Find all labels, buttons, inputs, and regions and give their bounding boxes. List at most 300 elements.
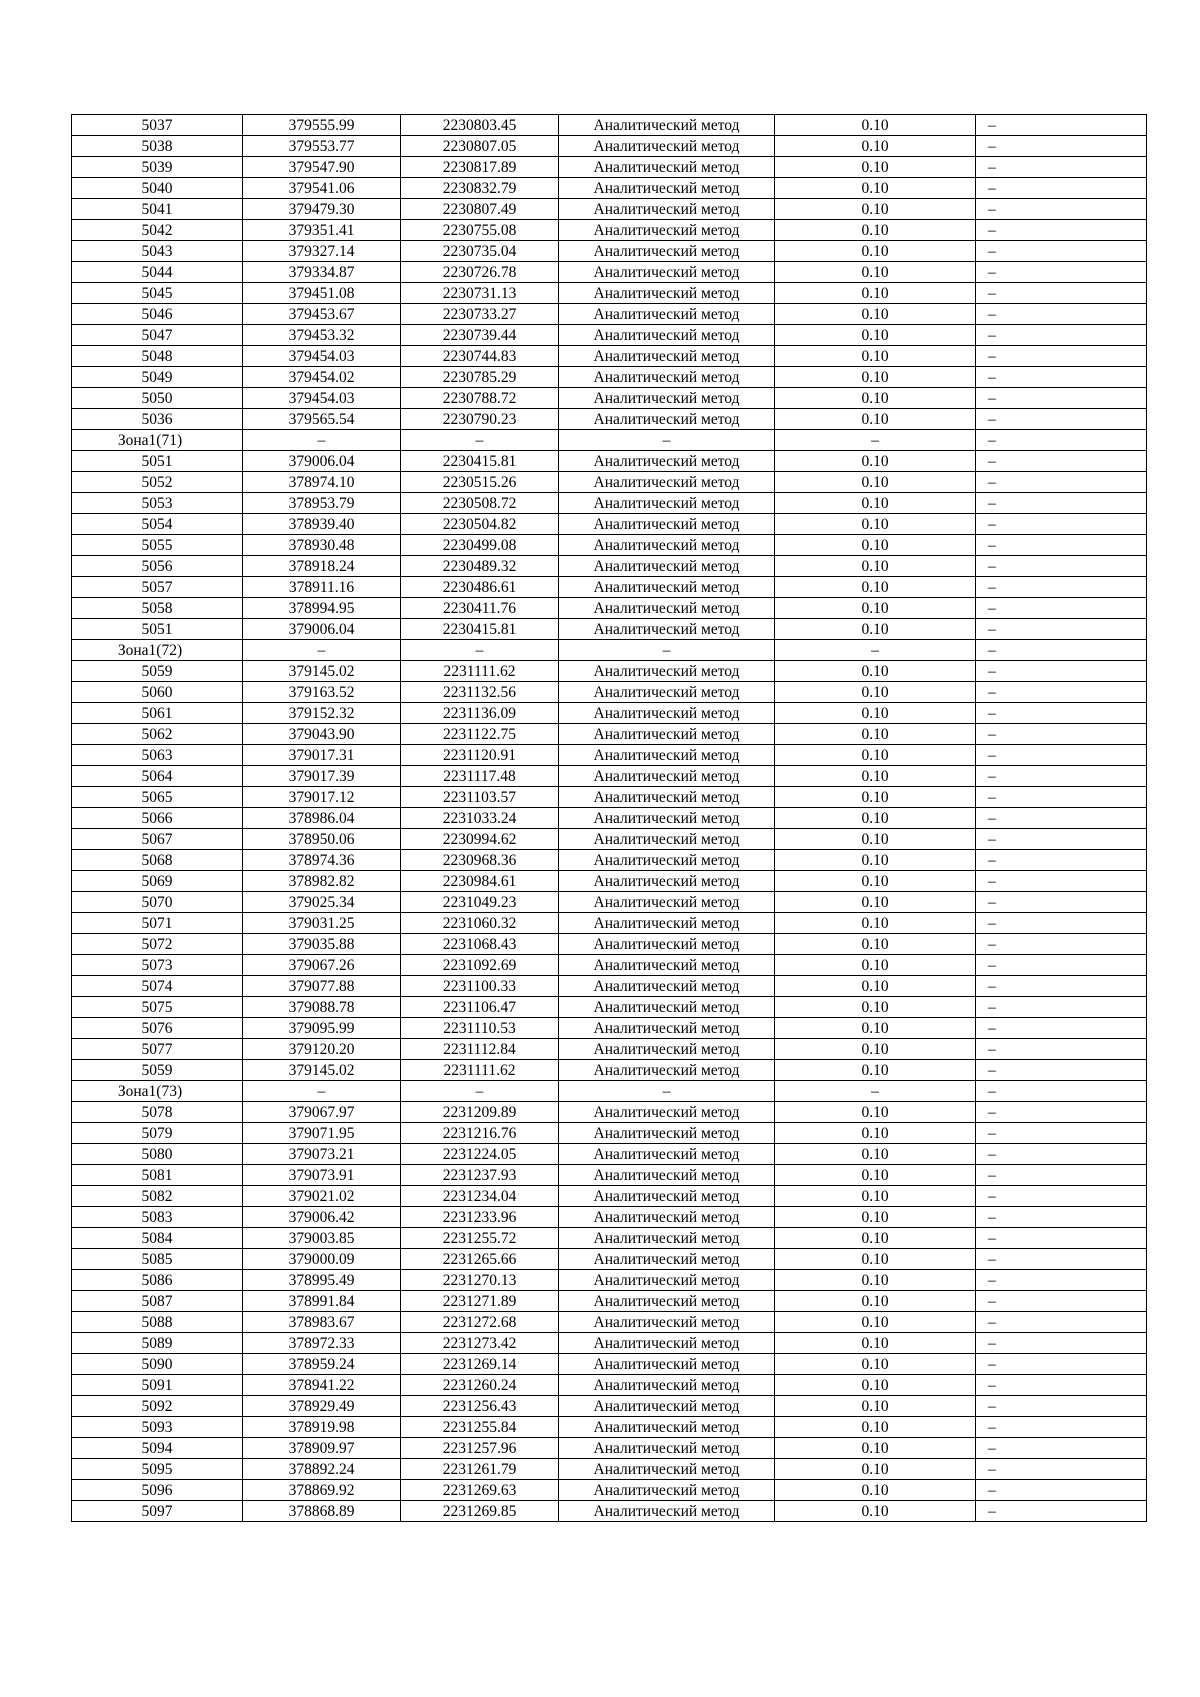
description-cell: –	[976, 493, 1147, 514]
point-number-cell: 5050	[72, 388, 243, 409]
point-number-cell: 5044	[72, 262, 243, 283]
description-cell: –	[976, 850, 1147, 871]
method-cell: Аналитический метод	[559, 136, 775, 157]
accuracy-cell: 0.10	[775, 178, 976, 199]
table-row	[72, 1207, 1147, 1228]
accuracy-cell: 0.10	[775, 724, 976, 745]
method-cell: Аналитический метод	[559, 1333, 775, 1354]
y-coordinate-cell: 2231237.93	[401, 1165, 559, 1186]
description-cell: –	[976, 304, 1147, 325]
description-cell: –	[976, 682, 1147, 703]
y-coordinate-cell: 2231265.66	[401, 1249, 559, 1270]
table-row	[72, 241, 1147, 262]
table-row	[72, 325, 1147, 346]
table-row	[72, 1102, 1147, 1123]
y-coordinate-cell: 2230515.26	[401, 472, 559, 493]
method-cell: Аналитический метод	[559, 955, 775, 976]
description-cell: –	[976, 1438, 1147, 1459]
point-number-cell: 5055	[72, 535, 243, 556]
point-number-cell: 5077	[72, 1039, 243, 1060]
y-coordinate-cell: –	[401, 640, 559, 661]
x-coordinate-cell: 378994.95	[243, 598, 401, 619]
method-cell: Аналитический метод	[559, 1501, 775, 1522]
method-cell: Аналитический метод	[559, 304, 775, 325]
x-coordinate-cell: 379073.91	[243, 1165, 401, 1186]
method-cell: Аналитический метод	[559, 703, 775, 724]
table-row	[72, 388, 1147, 409]
y-coordinate-cell: 2231269.85	[401, 1501, 559, 1522]
accuracy-cell: 0.10	[775, 157, 976, 178]
y-coordinate-cell: 2230807.49	[401, 199, 559, 220]
table-row	[72, 1060, 1147, 1081]
method-cell: Аналитический метод	[559, 1039, 775, 1060]
description-cell: –	[976, 367, 1147, 388]
table-row	[72, 829, 1147, 850]
point-number-cell: 5056	[72, 556, 243, 577]
point-number-cell: 5076	[72, 1018, 243, 1039]
accuracy-cell: 0.10	[775, 241, 976, 262]
y-coordinate-cell: 2231269.14	[401, 1354, 559, 1375]
x-coordinate-cell: 379000.09	[243, 1249, 401, 1270]
y-coordinate-cell: 2230744.83	[401, 346, 559, 367]
method-cell: Аналитический метод	[559, 283, 775, 304]
x-coordinate-cell: –	[243, 640, 401, 661]
accuracy-cell: 0.10	[775, 808, 976, 829]
x-coordinate-cell: 378950.06	[243, 829, 401, 850]
description-cell: –	[976, 1060, 1147, 1081]
table-row	[72, 955, 1147, 976]
y-coordinate-cell: 2231120.91	[401, 745, 559, 766]
y-coordinate-cell: 2231209.89	[401, 1102, 559, 1123]
x-coordinate-cell: 379555.99	[243, 115, 401, 136]
description-cell: –	[976, 1459, 1147, 1480]
accuracy-cell: 0.10	[775, 1270, 976, 1291]
table-row	[72, 1480, 1147, 1501]
point-number-cell: Зона1(73)	[72, 1081, 243, 1102]
table-row	[72, 850, 1147, 871]
point-number-cell: 5051	[72, 451, 243, 472]
accuracy-cell: 0.10	[775, 535, 976, 556]
table-row	[72, 1417, 1147, 1438]
point-number-cell: 5062	[72, 724, 243, 745]
point-number-cell: 5083	[72, 1207, 243, 1228]
table-row	[72, 1186, 1147, 1207]
accuracy-cell: 0.10	[775, 1333, 976, 1354]
description-cell: –	[976, 892, 1147, 913]
accuracy-cell: 0.10	[775, 619, 976, 640]
table-row	[72, 556, 1147, 577]
y-coordinate-cell: 2230984.61	[401, 871, 559, 892]
accuracy-cell: –	[775, 1081, 976, 1102]
accuracy-cell: 0.10	[775, 598, 976, 619]
accuracy-cell: 0.10	[775, 1312, 976, 1333]
accuracy-cell: 0.10	[775, 346, 976, 367]
accuracy-cell: 0.10	[775, 850, 976, 871]
accuracy-cell: 0.10	[775, 1249, 976, 1270]
method-cell: Аналитический метод	[559, 451, 775, 472]
description-cell: –	[976, 262, 1147, 283]
method-cell: Аналитический метод	[559, 1102, 775, 1123]
y-coordinate-cell: 2231132.56	[401, 682, 559, 703]
accuracy-cell: 0.10	[775, 1396, 976, 1417]
table-row	[72, 913, 1147, 934]
y-coordinate-cell: 2230489.32	[401, 556, 559, 577]
x-coordinate-cell: 379077.88	[243, 976, 401, 997]
method-cell: Аналитический метод	[559, 1417, 775, 1438]
method-cell: Аналитический метод	[559, 1186, 775, 1207]
table-row	[72, 1396, 1147, 1417]
method-cell: Аналитический метод	[559, 409, 775, 430]
method-cell: Аналитический метод	[559, 1480, 775, 1501]
description-cell: –	[976, 325, 1147, 346]
y-coordinate-cell: 2231112.84	[401, 1039, 559, 1060]
y-coordinate-cell: 2231136.09	[401, 703, 559, 724]
x-coordinate-cell: 378892.24	[243, 1459, 401, 1480]
table-row	[72, 724, 1147, 745]
y-coordinate-cell: 2230739.44	[401, 325, 559, 346]
description-cell: –	[976, 136, 1147, 157]
description-cell: –	[976, 556, 1147, 577]
y-coordinate-cell: 2231216.76	[401, 1123, 559, 1144]
y-coordinate-cell: 2230785.29	[401, 367, 559, 388]
accuracy-cell: 0.10	[775, 745, 976, 766]
accuracy-cell: 0.10	[775, 136, 976, 157]
point-number-cell: 5090	[72, 1354, 243, 1375]
y-coordinate-cell: 2231233.96	[401, 1207, 559, 1228]
point-number-cell: 5070	[72, 892, 243, 913]
description-cell: –	[976, 1417, 1147, 1438]
method-cell: Аналитический метод	[559, 388, 775, 409]
x-coordinate-cell: 379021.02	[243, 1186, 401, 1207]
accuracy-cell: 0.10	[775, 1207, 976, 1228]
table-row	[72, 157, 1147, 178]
y-coordinate-cell: 2231224.05	[401, 1144, 559, 1165]
x-coordinate-cell: 378974.36	[243, 850, 401, 871]
accuracy-cell: 0.10	[775, 892, 976, 913]
accuracy-cell: 0.10	[775, 262, 976, 283]
y-coordinate-cell: 2231272.68	[401, 1312, 559, 1333]
table-row	[72, 346, 1147, 367]
y-coordinate-cell: 2231261.79	[401, 1459, 559, 1480]
point-number-cell: 5084	[72, 1228, 243, 1249]
y-coordinate-cell: 2231100.33	[401, 976, 559, 997]
point-number-cell: 5043	[72, 241, 243, 262]
point-number-cell: 5089	[72, 1333, 243, 1354]
table-row	[72, 115, 1147, 136]
method-cell: Аналитический метод	[559, 535, 775, 556]
y-coordinate-cell: 2230788.72	[401, 388, 559, 409]
method-cell: Аналитический метод	[559, 157, 775, 178]
point-number-cell: 5059	[72, 661, 243, 682]
description-cell: –	[976, 766, 1147, 787]
x-coordinate-cell: 379454.03	[243, 388, 401, 409]
description-cell: –	[976, 598, 1147, 619]
accuracy-cell: 0.10	[775, 556, 976, 577]
point-number-cell: 5097	[72, 1501, 243, 1522]
description-cell: –	[976, 1354, 1147, 1375]
description-cell: –	[976, 661, 1147, 682]
method-cell: Аналитический метод	[559, 1144, 775, 1165]
accuracy-cell: 0.10	[775, 115, 976, 136]
point-number-cell: 5051	[72, 619, 243, 640]
method-cell: Аналитический метод	[559, 619, 775, 640]
accuracy-cell: 0.10	[775, 934, 976, 955]
method-cell: Аналитический метод	[559, 1123, 775, 1144]
x-coordinate-cell: 379006.04	[243, 619, 401, 640]
table-row	[72, 283, 1147, 304]
y-coordinate-cell: 2231092.69	[401, 955, 559, 976]
description-cell: –	[976, 1501, 1147, 1522]
x-coordinate-cell: 378986.04	[243, 808, 401, 829]
point-number-cell: 5073	[72, 955, 243, 976]
table-row	[72, 472, 1147, 493]
point-number-cell: 5065	[72, 787, 243, 808]
accuracy-cell: 0.10	[775, 1060, 976, 1081]
description-cell: –	[976, 199, 1147, 220]
x-coordinate-cell: 378919.98	[243, 1417, 401, 1438]
x-coordinate-cell: 378983.67	[243, 1312, 401, 1333]
method-cell: Аналитический метод	[559, 661, 775, 682]
description-cell: –	[976, 934, 1147, 955]
point-number-cell: 5085	[72, 1249, 243, 1270]
x-coordinate-cell: 379017.12	[243, 787, 401, 808]
table-row	[72, 1144, 1147, 1165]
method-cell: Аналитический метод	[559, 1165, 775, 1186]
point-number-cell: 5042	[72, 220, 243, 241]
method-cell: Аналитический метод	[559, 1375, 775, 1396]
x-coordinate-cell: 379017.39	[243, 766, 401, 787]
y-coordinate-cell: 2231111.62	[401, 1060, 559, 1081]
accuracy-cell: 0.10	[775, 409, 976, 430]
x-coordinate-cell: 379017.31	[243, 745, 401, 766]
point-number-cell: 5095	[72, 1459, 243, 1480]
table-row	[72, 1123, 1147, 1144]
table-row	[72, 1039, 1147, 1060]
method-cell: Аналитический метод	[559, 1291, 775, 1312]
table-row	[72, 451, 1147, 472]
x-coordinate-cell: 378972.33	[243, 1333, 401, 1354]
point-number-cell: 5060	[72, 682, 243, 703]
point-number-cell: 5094	[72, 1438, 243, 1459]
table-row	[72, 493, 1147, 514]
point-number-cell: 5086	[72, 1270, 243, 1291]
accuracy-cell: 0.10	[775, 1123, 976, 1144]
point-number-cell: 5074	[72, 976, 243, 997]
method-cell: Аналитический метод	[559, 808, 775, 829]
point-number-cell: Зона1(71)	[72, 430, 243, 451]
y-coordinate-cell: 2230735.04	[401, 241, 559, 262]
point-number-cell: 5091	[72, 1375, 243, 1396]
table-row	[72, 577, 1147, 598]
x-coordinate-cell: 378982.82	[243, 871, 401, 892]
table-row	[72, 766, 1147, 787]
point-number-cell: 5096	[72, 1480, 243, 1501]
method-cell: Аналитический метод	[559, 766, 775, 787]
accuracy-cell: 0.10	[775, 325, 976, 346]
accuracy-cell: 0.10	[775, 1501, 976, 1522]
point-number-cell: 5093	[72, 1417, 243, 1438]
x-coordinate-cell: 378939.40	[243, 514, 401, 535]
accuracy-cell: 0.10	[775, 976, 976, 997]
point-number-cell: 5038	[72, 136, 243, 157]
accuracy-cell: 0.10	[775, 514, 976, 535]
y-coordinate-cell: 2230731.13	[401, 283, 559, 304]
method-cell: Аналитический метод	[559, 871, 775, 892]
accuracy-cell: 0.10	[775, 451, 976, 472]
y-coordinate-cell: 2231106.47	[401, 997, 559, 1018]
x-coordinate-cell: 379120.20	[243, 1039, 401, 1060]
method-cell: Аналитический метод	[559, 325, 775, 346]
accuracy-cell: 0.10	[775, 1459, 976, 1480]
y-coordinate-cell: 2230726.78	[401, 262, 559, 283]
point-number-cell: 5075	[72, 997, 243, 1018]
description-cell: –	[976, 220, 1147, 241]
y-coordinate-cell: 2230486.61	[401, 577, 559, 598]
method-cell: Аналитический метод	[559, 1270, 775, 1291]
description-cell: –	[976, 472, 1147, 493]
point-number-cell: 5069	[72, 871, 243, 892]
table-row	[72, 262, 1147, 283]
description-cell: –	[976, 388, 1147, 409]
x-coordinate-cell: 379541.06	[243, 178, 401, 199]
accuracy-cell: 0.10	[775, 304, 976, 325]
description-cell: –	[976, 178, 1147, 199]
point-number-cell: 5058	[72, 598, 243, 619]
x-coordinate-cell: 379565.54	[243, 409, 401, 430]
point-number-cell: 5067	[72, 829, 243, 850]
y-coordinate-cell: 2230968.36	[401, 850, 559, 871]
y-coordinate-cell: –	[401, 430, 559, 451]
table-row	[72, 745, 1147, 766]
description-cell: –	[976, 430, 1147, 451]
x-coordinate-cell: 379071.95	[243, 1123, 401, 1144]
description-cell: –	[976, 997, 1147, 1018]
accuracy-cell: 0.10	[775, 199, 976, 220]
description-cell: –	[976, 514, 1147, 535]
description-cell: –	[976, 808, 1147, 829]
point-number-cell: 5066	[72, 808, 243, 829]
point-number-cell: 5047	[72, 325, 243, 346]
description-cell: –	[976, 535, 1147, 556]
accuracy-cell: 0.10	[775, 703, 976, 724]
x-coordinate-cell: 378929.49	[243, 1396, 401, 1417]
y-coordinate-cell: 2231060.32	[401, 913, 559, 934]
accuracy-cell: 0.10	[775, 1165, 976, 1186]
table-row	[72, 535, 1147, 556]
description-cell: –	[976, 451, 1147, 472]
table-row	[72, 703, 1147, 724]
y-coordinate-cell: 2231273.42	[401, 1333, 559, 1354]
coordinates-table	[71, 114, 1147, 1522]
x-coordinate-cell: 378974.10	[243, 472, 401, 493]
table-row	[72, 808, 1147, 829]
method-cell: Аналитический метод	[559, 934, 775, 955]
y-coordinate-cell: 2231271.89	[401, 1291, 559, 1312]
table-row	[72, 661, 1147, 682]
x-coordinate-cell: 379043.90	[243, 724, 401, 745]
point-number-cell: 5045	[72, 283, 243, 304]
description-cell: –	[976, 1333, 1147, 1354]
y-coordinate-cell: 2230415.81	[401, 619, 559, 640]
method-cell: Аналитический метод	[559, 367, 775, 388]
method-cell: Аналитический метод	[559, 1396, 775, 1417]
accuracy-cell: 0.10	[775, 283, 976, 304]
method-cell: Аналитический метод	[559, 892, 775, 913]
table-row	[72, 1438, 1147, 1459]
table-row	[72, 178, 1147, 199]
description-cell: –	[976, 724, 1147, 745]
point-number-cell: 5063	[72, 745, 243, 766]
description-cell: –	[976, 703, 1147, 724]
table-row	[72, 367, 1147, 388]
accuracy-cell: 0.10	[775, 577, 976, 598]
table-row	[72, 1291, 1147, 1312]
method-cell: –	[559, 1081, 775, 1102]
description-cell: –	[976, 745, 1147, 766]
table-row	[72, 1165, 1147, 1186]
x-coordinate-cell: 378941.22	[243, 1375, 401, 1396]
point-number-cell: 5046	[72, 304, 243, 325]
method-cell: Аналитический метод	[559, 1459, 775, 1480]
x-coordinate-cell: 379451.08	[243, 283, 401, 304]
y-coordinate-cell: 2231256.43	[401, 1396, 559, 1417]
y-coordinate-cell: 2231122.75	[401, 724, 559, 745]
description-cell: –	[976, 241, 1147, 262]
x-coordinate-cell: 379073.21	[243, 1144, 401, 1165]
x-coordinate-cell: 379088.78	[243, 997, 401, 1018]
point-number-cell: 5078	[72, 1102, 243, 1123]
description-cell: –	[976, 1186, 1147, 1207]
x-coordinate-cell: 378995.49	[243, 1270, 401, 1291]
x-coordinate-cell: 379453.67	[243, 304, 401, 325]
x-coordinate-cell: 378911.16	[243, 577, 401, 598]
y-coordinate-cell: 2230790.23	[401, 409, 559, 430]
table-row	[72, 1228, 1147, 1249]
accuracy-cell: 0.10	[775, 871, 976, 892]
description-cell: –	[976, 619, 1147, 640]
x-coordinate-cell: 378953.79	[243, 493, 401, 514]
method-cell: Аналитический метод	[559, 556, 775, 577]
y-coordinate-cell: 2230832.79	[401, 178, 559, 199]
point-number-cell: 5081	[72, 1165, 243, 1186]
method-cell: Аналитический метод	[559, 199, 775, 220]
description-cell: –	[976, 1249, 1147, 1270]
y-coordinate-cell: 2230733.27	[401, 304, 559, 325]
x-coordinate-cell: 379163.52	[243, 682, 401, 703]
x-coordinate-cell: 379145.02	[243, 661, 401, 682]
method-cell: Аналитический метод	[559, 1228, 775, 1249]
description-cell: –	[976, 1396, 1147, 1417]
x-coordinate-cell: 379454.03	[243, 346, 401, 367]
description-cell: –	[976, 1291, 1147, 1312]
x-coordinate-cell: 379031.25	[243, 913, 401, 934]
x-coordinate-cell: 379145.02	[243, 1060, 401, 1081]
accuracy-cell: 0.10	[775, 388, 976, 409]
x-coordinate-cell: 379025.34	[243, 892, 401, 913]
method-cell: Аналитический метод	[559, 577, 775, 598]
method-cell: Аналитический метод	[559, 241, 775, 262]
description-cell: –	[976, 1480, 1147, 1501]
method-cell: Аналитический метод	[559, 220, 775, 241]
description-cell: –	[976, 1123, 1147, 1144]
description-cell: –	[976, 640, 1147, 661]
table-row	[72, 409, 1147, 430]
point-number-cell: 5037	[72, 115, 243, 136]
table-row	[72, 1354, 1147, 1375]
method-cell: Аналитический метод	[559, 115, 775, 136]
method-cell: Аналитический метод	[559, 598, 775, 619]
point-number-cell: 5052	[72, 472, 243, 493]
